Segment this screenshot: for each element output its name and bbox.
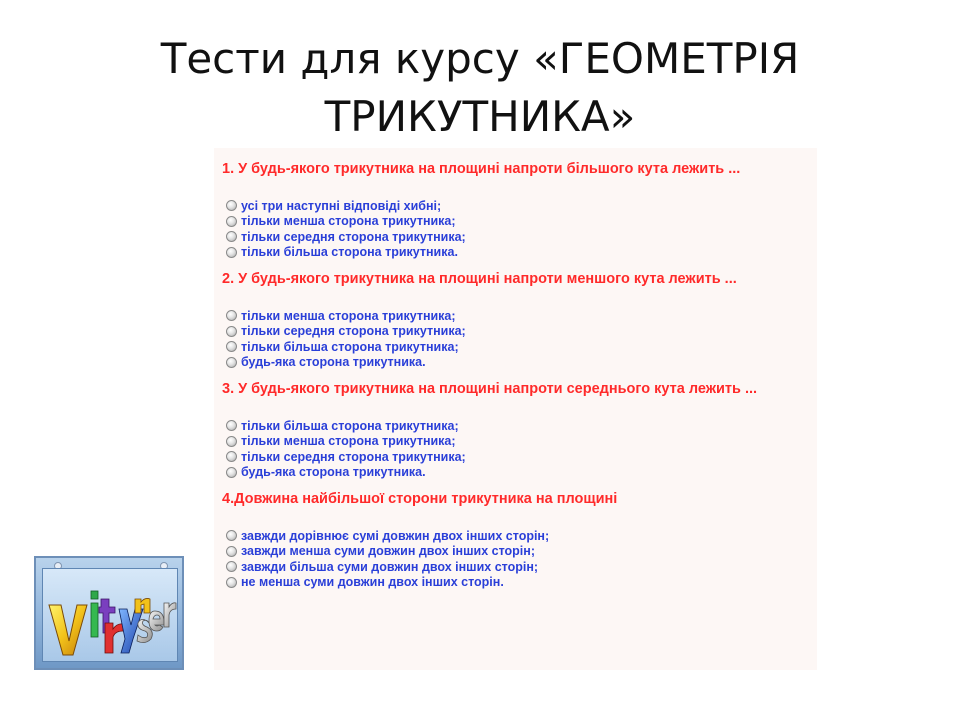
answer-option[interactable]	[226, 575, 817, 591]
answer-option[interactable]	[226, 449, 817, 465]
answer-option[interactable]	[226, 308, 817, 324]
answer-option-label: тільки менша сторона трикутника;	[241, 308, 456, 323]
answer-option-label: усі три наступні відповіді хибні;	[241, 198, 442, 213]
question-2	[222, 270, 817, 370]
radio-button-icon[interactable]	[226, 310, 237, 321]
answer-option-label: тільки більша сторона трикутника;	[241, 418, 459, 433]
radio-button-icon[interactable]	[226, 467, 237, 478]
answer-option[interactable]	[226, 434, 817, 450]
answer-options	[222, 418, 817, 480]
answer-option-label: тільки середня сторона трикутника;	[241, 324, 466, 339]
radio-button-icon[interactable]	[226, 530, 237, 541]
answer-option[interactable]	[226, 339, 817, 355]
answer-option[interactable]	[226, 418, 817, 434]
radio-button-icon[interactable]	[226, 247, 237, 258]
radio-button-icon[interactable]	[226, 436, 237, 447]
radio-button-icon[interactable]	[226, 216, 237, 227]
answer-option[interactable]	[226, 245, 817, 261]
question-1	[222, 160, 817, 260]
radio-button-icon[interactable]	[226, 357, 237, 368]
answer-option-label: тільки більша сторона трикутника;	[241, 339, 459, 354]
radio-button-icon[interactable]	[226, 546, 237, 557]
question-text: 2. У будь-якого трикутника на площині напроти меншого кута лежить ...	[222, 271, 737, 287]
question-3	[222, 380, 817, 480]
answer-option[interactable]	[226, 324, 817, 340]
answer-option-label: не менша суми довжин двох інших сторін.	[241, 575, 504, 590]
slide-title	[80, 30, 880, 146]
quiz-panel	[214, 148, 817, 670]
answer-option-label: будь-яка сторона трикутника.	[241, 465, 426, 480]
logo-wordart-icon	[43, 569, 177, 661]
answer-option-label: будь-яка сторона трикутника.	[241, 355, 426, 370]
radio-button-icon[interactable]	[226, 561, 237, 572]
answer-option[interactable]	[226, 229, 817, 245]
answer-options	[222, 528, 817, 590]
question-text: 4.Довжина найбільшої сторони трикутника на площині	[222, 491, 618, 507]
answer-option-label: тільки менша сторона трикутника;	[241, 214, 456, 229]
slide-title-line-1: Тести для курсу «ГЕОМЕТРІЯ	[160, 34, 800, 83]
radio-button-icon[interactable]	[226, 326, 237, 337]
radio-button-icon[interactable]	[226, 231, 237, 242]
question-text: 1. У будь-якого трикутника на площині напроти більшого кута лежить ...	[222, 161, 741, 177]
answer-options	[222, 308, 817, 370]
question-text: 3. У будь-якого трикутника на площині напроти середнього кута лежить ...	[222, 381, 758, 397]
radio-button-icon[interactable]	[226, 577, 237, 588]
slide-title-line-2: ТРИКУТНИКА»	[324, 92, 636, 141]
answer-option[interactable]	[226, 544, 817, 560]
answer-option-label: завжди менша суми довжин двох інших сторін;	[241, 544, 535, 559]
answer-option-label: тільки більша сторона трикутника.	[241, 245, 458, 260]
radio-button-icon[interactable]	[226, 451, 237, 462]
radio-button-icon[interactable]	[226, 341, 237, 352]
answer-option[interactable]	[226, 214, 817, 230]
answer-option-label: тільки середня сторона трикутника;	[241, 229, 466, 244]
answer-option[interactable]	[226, 198, 817, 214]
answer-option[interactable]	[226, 559, 817, 575]
answer-option[interactable]	[226, 528, 817, 544]
logo-board	[42, 568, 178, 662]
radio-button-icon[interactable]	[226, 200, 237, 211]
answer-option-label: завжди дорівнює сумі довжин двох інших сторін;	[241, 528, 550, 543]
answer-option[interactable]	[226, 355, 817, 371]
answer-option[interactable]	[226, 465, 817, 481]
answer-option-label: завжди більша суми довжин двох інших сторін;	[241, 559, 539, 574]
answer-option-label: тільки менша сторона трикутника;	[241, 434, 456, 449]
radio-button-icon[interactable]	[226, 420, 237, 431]
question-4	[222, 490, 817, 590]
vitrynser-logo	[34, 556, 184, 670]
answer-option-label: тільки середня сторона трикутника;	[241, 449, 466, 464]
answer-options	[222, 198, 817, 260]
